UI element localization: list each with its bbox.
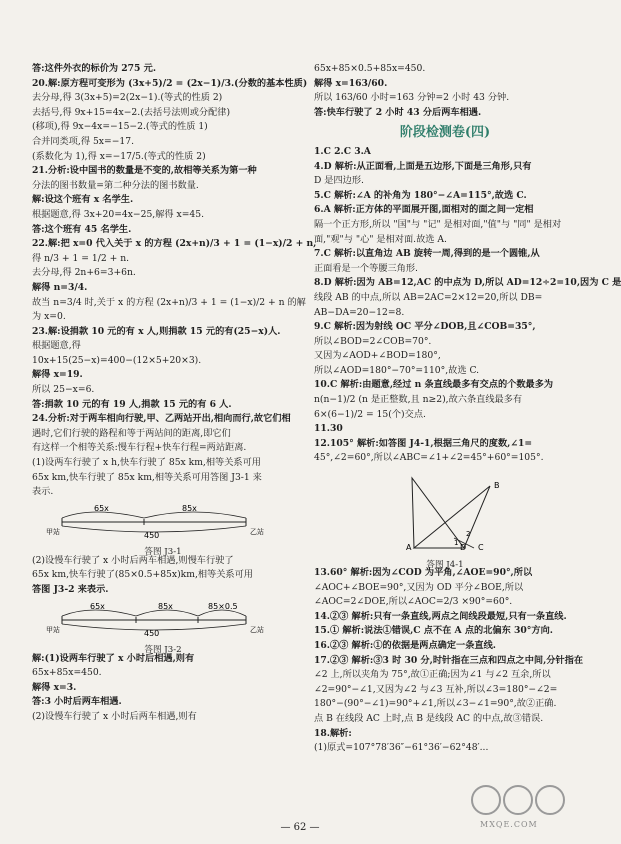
text-line: 有这样一个相等关系:慢车行程+快车行程=两站距离. xyxy=(32,442,247,454)
section-heading: 阶段检测卷(四) xyxy=(399,125,491,141)
fig2-c: 85×0.5 xyxy=(208,601,238,611)
fig1-mid: 450 xyxy=(144,530,160,540)
text-line: 解得 x=19. xyxy=(32,369,83,381)
right-lines-c xyxy=(314,566,584,756)
right-column xyxy=(314,62,621,756)
text-line: 所以 25−x=6. xyxy=(32,384,95,396)
text-line: 答:捐款 10 元的有 19 人,捐款 15 元的有 6 人. xyxy=(32,398,232,410)
text-line: n(n−1)/2 (n 是正整数,且 n≥2),故六条直线最多有 xyxy=(314,394,523,406)
figure-j4-1 xyxy=(314,468,576,570)
text-line: 得 n/3 + 1 = 1/2 + n. xyxy=(32,252,130,264)
text-line: 24.分析:对于两车相向行驶,甲、乙两站开出,相向而行,故它们相 xyxy=(32,413,291,425)
text-line: 去括号,得 9x+15=4x−2.(去括号法则或分配律) xyxy=(32,106,231,118)
text-line: 答图 J3-2 来表示. xyxy=(32,584,109,595)
text-line: 去分母,得 3(3x+5)=2(2x−1).(等式的性质 2) xyxy=(32,92,223,104)
text-line: (系数化为 1),得 x=−17/5.(等式的性质 2) xyxy=(32,150,206,162)
label-b: B xyxy=(494,481,500,491)
segment-diagram-2 xyxy=(32,600,294,638)
text-line: AB−DA=20−12=8. xyxy=(314,306,405,318)
text-line: (2)设慢车行驶了 x 小时后两车相遇,则有 xyxy=(32,710,197,722)
fig2-left-end: 甲站 xyxy=(46,625,60,634)
watermark-text: MXQE.COM xyxy=(480,820,538,829)
text-line: ∠2 上,所以夹角为 75°,故①正确;因为∠1 与∠2 互余,所以 xyxy=(314,669,551,681)
text-line: 23.解:设捐款 10 元的有 x 人,则捐款 15 元的有(25−x)人. xyxy=(32,325,281,337)
text-line: 20.解:原方程可变形为 (3x+5)/2 = (2x−1)/3.(分数的基本性质) xyxy=(32,77,308,89)
text-line: 8.D 解析:因为 AB=12,AC 的中点为 D,所以 AD=12÷2=10,因为 C 是 xyxy=(314,277,621,289)
left-lines-c xyxy=(32,652,294,725)
text-line: 解得 x=163/60. xyxy=(314,77,388,89)
text-line: 所以∠BOD=2∠COB=70°. xyxy=(314,335,432,347)
right-lines-b xyxy=(314,145,621,466)
text-line: (2)设慢车行驶了 x 小时后两车相遇,则慢车行驶了 xyxy=(32,554,234,566)
text-line: 13.60° 解析:因为∠COD 为平角,∠AOE=90°,所以 xyxy=(314,567,533,579)
text-line: 6.A 解析:正方体的平面展开图,面相对的面之间一定相 xyxy=(314,204,534,216)
watermark-logo-icon xyxy=(466,780,586,820)
text-line: 5.C 解析:∠A 的补角为 180°−∠A=115°,故选 C. xyxy=(314,189,527,201)
label-d: D xyxy=(460,543,467,553)
text-line: 分法的图书数量=第二种分法的图书数量. xyxy=(32,179,199,191)
text-line: (1)原式=107°78′36″−61°36′−62°48′... xyxy=(314,742,489,754)
text-line: 所以∠AOD=180°−70°=110°,故选 C. xyxy=(314,364,480,376)
text-line: 所以 163/60 小时=163 分钟=2 小时 43 分钟. xyxy=(314,92,510,104)
text-line: 答:3 小时后两车相遇. xyxy=(32,696,122,708)
text-line: 15.① 解析:说法①错误,C 点不在 A 点的北偏东 30°方向. xyxy=(314,625,553,637)
text-line: 10x+15(25−x)=400−(12×5+20×3). xyxy=(32,354,202,366)
text-line: (移项),得 9x−4x=−15−2.(等式的性质 1) xyxy=(32,121,208,133)
label-a: A xyxy=(406,543,412,553)
text-line: 答:快车行驶了 2 小时 43 分后两车相遇. xyxy=(314,106,482,118)
fig2-right-end: 乙站 xyxy=(250,625,264,634)
text-line: 12.105° 解析:如答图 J4-1,根据三角尺的度数,∠1= xyxy=(314,437,533,449)
fig2-a: 65x xyxy=(90,601,105,611)
fig3-caption: 答图 J4-1 xyxy=(426,559,464,570)
text-line: 9.C 解析:因为射线 OC 平分∠DOB,且∠COB=35°, xyxy=(314,321,536,333)
text-line: 点 B 在线段 AC 上时,点 B 是线段 AC 的中点,故③错误. xyxy=(314,712,544,724)
text-line: 表示. xyxy=(32,486,54,498)
text-line: 合并同类项,得 5x=−17. xyxy=(32,135,134,147)
page-number: — 62 — xyxy=(280,822,320,833)
text-line: 65x km,快车行驶了 85x km,相等关系可用答图 J3-1 来 xyxy=(32,471,262,483)
text-line: 65x+85x=450. xyxy=(32,667,102,679)
text-line: 解得 x=3. xyxy=(32,681,77,693)
fig1-right-end: 乙站 xyxy=(250,527,264,536)
figure-j3-2 xyxy=(32,600,294,656)
figure-j3-1 xyxy=(32,502,294,558)
text-line: 17.②③ 解析:③3 时 30 分,时针指在三点和四点之中间,分针指在 xyxy=(314,654,584,666)
text-line: 65x km,快车行驶了(85×0.5+85x)km,相等关系可用 xyxy=(32,569,253,581)
text-line: 21.分析:设中国书的数量是不变的,故相等关系为第一种 xyxy=(32,165,257,177)
text-line: 答:这件外衣的标价为 275 元. xyxy=(32,63,157,74)
text-line: 解:(1)设两车行驶了 x 小时后相遇,则有 xyxy=(32,652,195,664)
fig1-caption: 答图 J3-1 xyxy=(144,547,182,558)
text-line: 根据题意,得 xyxy=(32,340,81,352)
text-line: 遇时,它们行驶的路程和等于两站间的距离,即它们 xyxy=(32,427,231,439)
text-line: 11.30 xyxy=(314,423,343,435)
text-line: 线段 AB 的中点,所以 AB=2AC=2×12=20,所以 DB= xyxy=(314,291,543,303)
text-line: ∠2=90°−∠1,又因为∠2 与∠3 互补,所以∠3=180°−∠2= xyxy=(314,683,558,695)
left-lines-b xyxy=(32,554,294,598)
text-line: 180°−(90°−∠1)=90°+∠1,所以∠3−∠1=90°,故②正确. xyxy=(314,698,557,710)
text-line: 去分母,得 2n+6=3+6n. xyxy=(32,267,136,279)
triangle-diagram xyxy=(314,468,576,552)
segment-diagram-1 xyxy=(32,502,294,540)
text-line: 解:设这个班有 x 名学生. xyxy=(32,194,134,206)
fig2-caption: 答图 J3-2 xyxy=(144,645,182,656)
label-2: 2 xyxy=(466,530,471,539)
fig1-top2: 85x xyxy=(182,503,197,513)
text-line: 正面看是一个等腰三角形. xyxy=(314,262,418,274)
fig2-mid: 450 xyxy=(144,628,160,638)
text-line: 14.②③ 解析:只有一条直线,两点之间线段最短,只有一条直线. xyxy=(314,610,567,622)
text-line: 1.C 2.C 3.A xyxy=(314,145,371,157)
text-line: ∠AOC=2∠DOE,所以∠AOC=2/3 ×90°=60°. xyxy=(314,596,513,608)
text-line: 6×(6−1)/2 = 15(个)交点. xyxy=(314,408,426,420)
text-line: 解得 n=3/4. xyxy=(32,281,88,293)
label-1: 1 xyxy=(454,539,459,548)
fig1-left-end: 甲站 xyxy=(46,527,60,536)
right-lines-a xyxy=(314,62,576,120)
fig2-b: 85x xyxy=(158,601,173,611)
watermark xyxy=(466,780,586,836)
text-line: 又因为∠AOD+∠BOD=180°, xyxy=(314,350,441,362)
text-line: 4.D 解析:从正面看,上面是五边形,下面是三角形,只有 xyxy=(314,160,532,172)
text-line: 18.解析: xyxy=(314,727,352,739)
text-line: 16.②③ 解析:①的依据是两点确定一条直线. xyxy=(314,640,496,651)
text-line: 45°,∠2=60°,所以∠ABC=∠1+∠2=45°+60°=105°. xyxy=(314,452,544,464)
text-line: 隔一个正方形,所以 "国"与 "记" 是相对面,"值"与 "同" 是相对 xyxy=(314,218,562,230)
text-line: 根据题意,得 3x+20=4x−25,解得 x=45. xyxy=(32,208,205,220)
text-line: 故当 n=3/4 时,关于 x 的方程 (2x+n)/3 + 1 = (1−x)/2 + n 的解 xyxy=(32,296,306,308)
text-line: ∠AOC+∠BOE=90°,又因为 OD 平分∠BOE,所以 xyxy=(314,581,524,593)
text-line: 65x+85×0.5+85x=450. xyxy=(314,63,426,74)
fig1-top: 65x xyxy=(94,503,109,513)
text-line: 22.解:把 x=0 代入关于 x 的方程 (2x+n)/3 + 1 = (1−x)/2 + n, xyxy=(32,238,317,250)
label-c: C xyxy=(478,543,484,553)
text-line: (1)设两车行驶了 x h,快车行驶了 85x km,相等关系可用 xyxy=(32,457,261,469)
text-line: 为 x=0. xyxy=(32,311,66,323)
text-line: 面,"观"与 "心" 是相对面.故选 A. xyxy=(314,233,447,245)
text-line: 答:这个班有 45 名学生. xyxy=(32,223,132,235)
text-line: D 是四边形. xyxy=(314,175,364,187)
text-line: 10.C 解析:由题意,经过 n 条直线最多有交点的个数最多为 xyxy=(314,379,554,391)
left-lines-a xyxy=(32,62,317,500)
text-line: 7.C 解析:以直角边 AB 旋转一周,得到的是一个圆锥,从 xyxy=(314,248,540,260)
left-column xyxy=(32,62,317,725)
